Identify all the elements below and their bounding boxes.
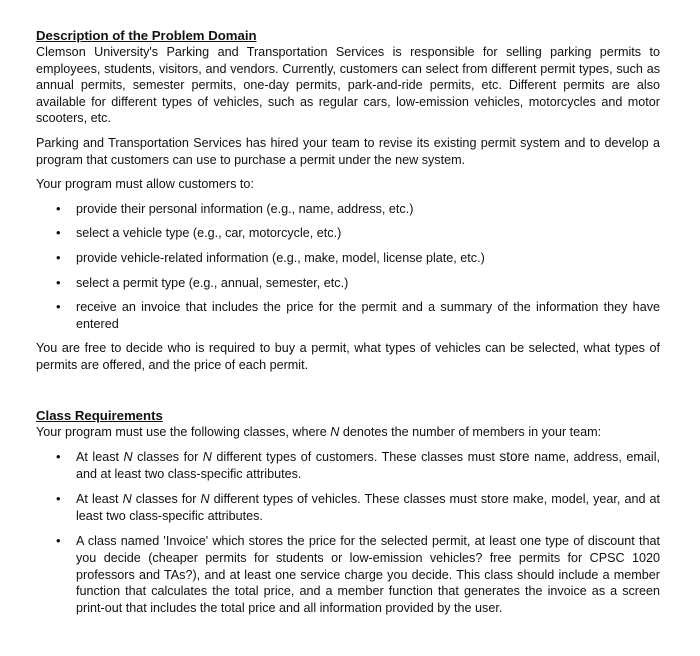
paragraph-free-to-decide: You are free to decide who is required to buy a permit, what types of vehicles can be selected, what types of permits are offered, and the price of each permit. xyxy=(36,341,660,372)
list-item: • receive an invoice that includes the price for the permit and a summary of the information they have entered xyxy=(56,299,660,331)
customer-actions-list xyxy=(36,201,660,333)
paragraph-allow-intro: Your program must allow customers to: xyxy=(36,177,254,192)
paragraph-hired-team: Parking and Transportation Services has hired your team to revise its existing permit system and to develop a program that customers can use to purchase a permit under the new system. xyxy=(36,135,660,167)
section-heading-class-requirements: Class Requirements xyxy=(36,407,163,423)
list-item: • A class named 'Invoice' which stores the price for the selected permit, at least one type of discount that you decide (cheaper permits for students or low-emission vehicles? free permits for CPSC 1020 professors and TAs?), and at least one service charge you decide. This class should include a member function that calculates the total price, and a member function that generates the invoice as a screen print-out that includes the total price and all information provided by the user. xyxy=(56,533,660,615)
list-item: • select a permit type (e.g., annual, semester, etc.) xyxy=(56,274,349,290)
list-item: • At least N classes for N different types of customers. These classes must store name, address, email, and at least two class-specific attributes. xyxy=(56,449,661,481)
section-problem-domain xyxy=(36,28,660,374)
section-class-requirements xyxy=(36,408,660,617)
list-item: • select a vehicle type (e.g., car, motorcycle, etc.) xyxy=(56,225,342,241)
paragraph-overview: Clemson University's Parking and Transportation Services is responsible for selling parking permits to employees, students, visitors, and vendors. Currently, customers can select from different permit types, such as annual permits, semester permits, one-day permits, park-and-ride permits, etc. Different permits are also available for different types of vehicles, such as regular cars, low-emission vehicles, motorcycles and motor scooters, etc. xyxy=(36,45,660,126)
list-item: • provide vehicle-related information (e.g., make, model, license plate, etc.) xyxy=(56,249,485,265)
class-requirements-list xyxy=(36,449,660,616)
paragraph-classes-intro: Your program must use the following classes, where N denotes the number of members in your team: xyxy=(36,424,602,439)
list-item: • provide their personal information (e.g., name, address, etc.) xyxy=(56,200,414,216)
section-heading-problem-domain: Description of the Problem Domain xyxy=(36,28,257,43)
list-item: • At least N classes for N different types of vehicles. These classes must store make, model, year, and at least two class-specific attributes. xyxy=(56,491,660,523)
